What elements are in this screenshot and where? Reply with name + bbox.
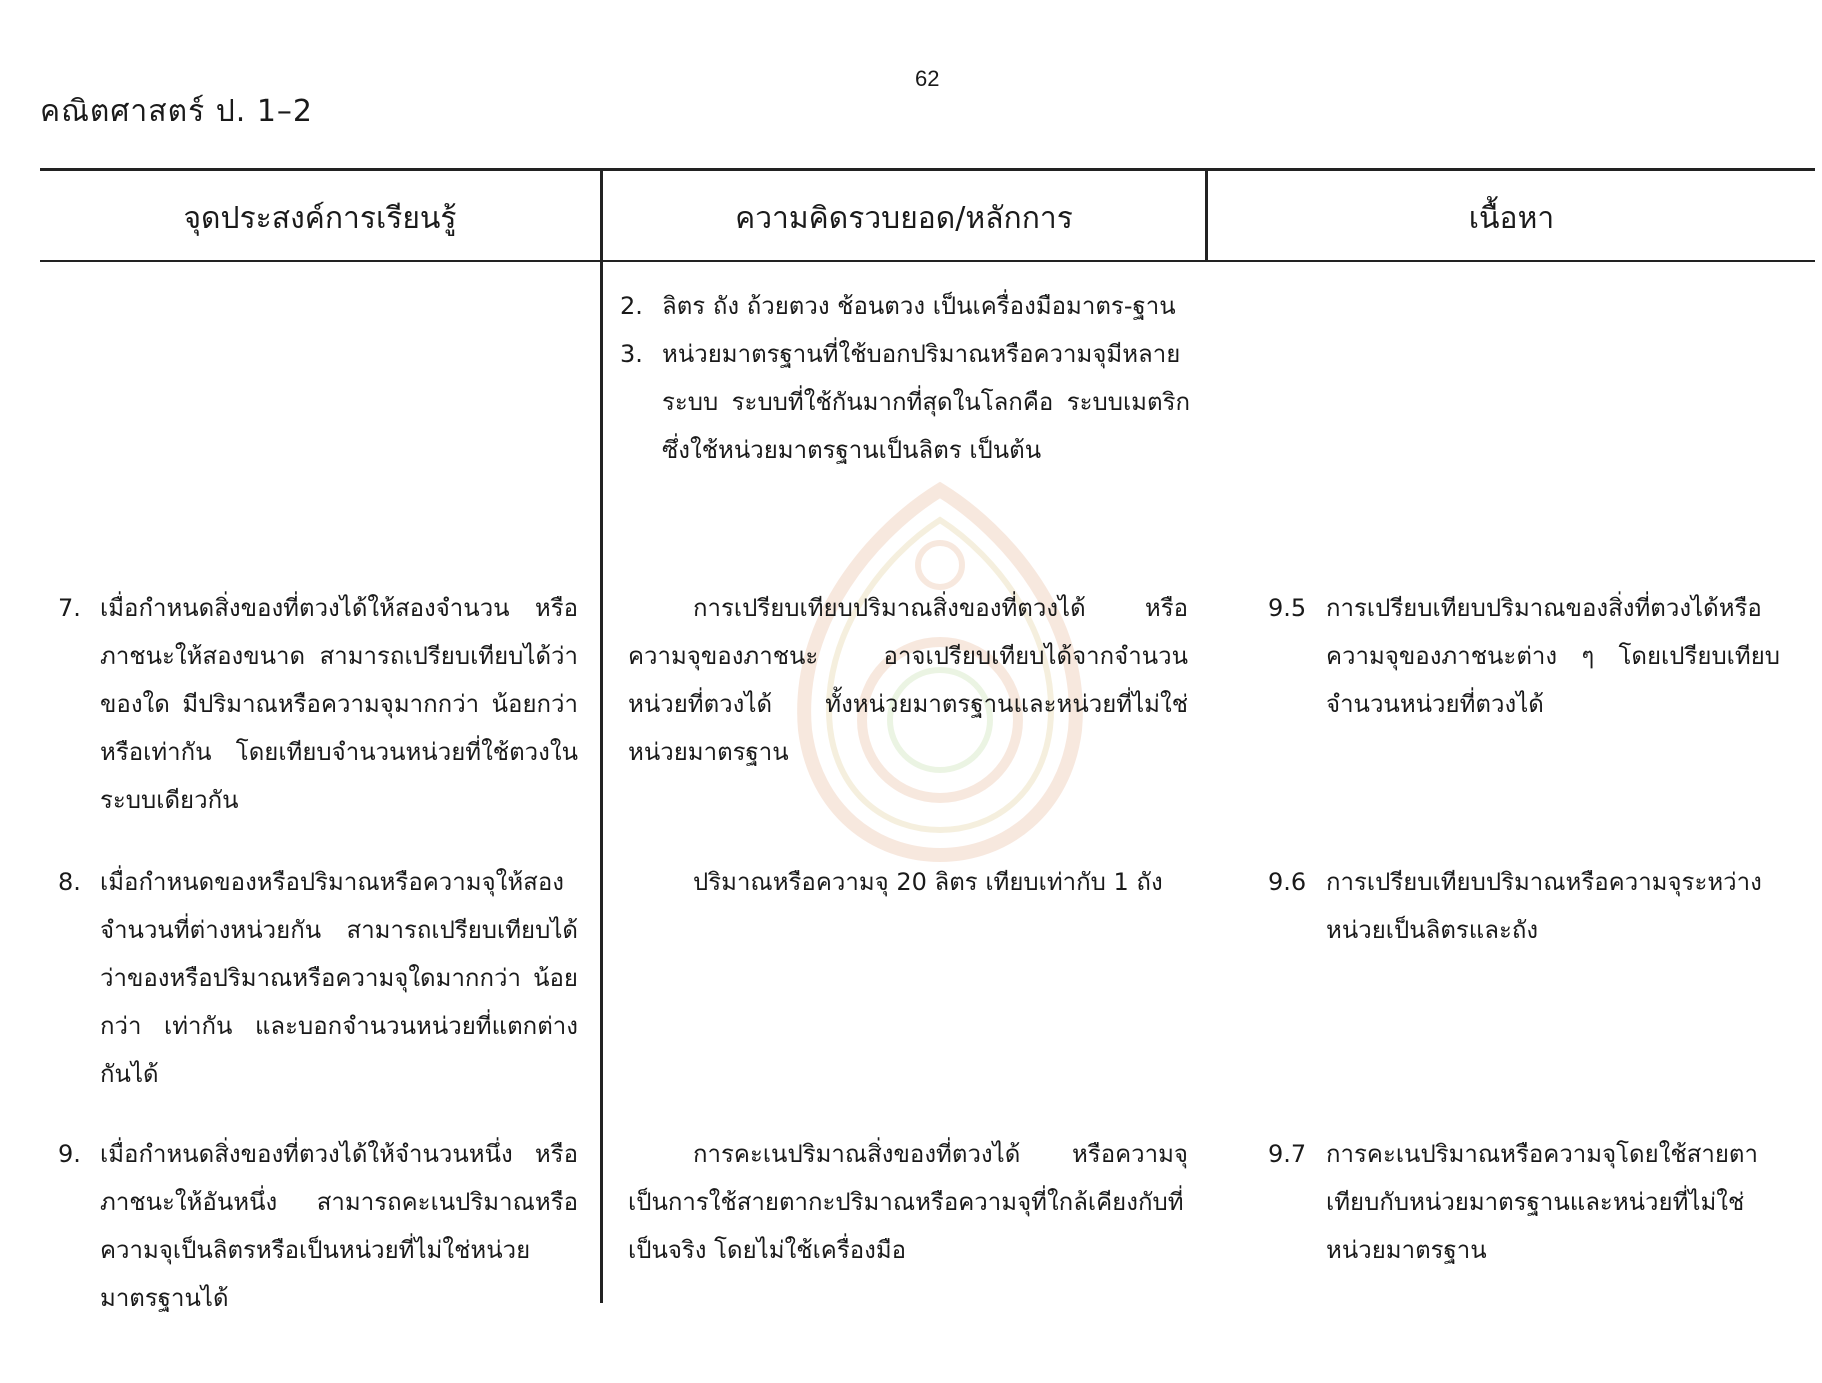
content-number: 9.6: [1268, 868, 1307, 896]
table-header-rule: [40, 260, 1815, 262]
concept-item: [620, 282, 1190, 330]
objective-number: 9.: [58, 1140, 81, 1168]
concept-item-number: 3.: [620, 340, 643, 368]
column-header-concepts: ความคิดรวบยอด/หลักการ: [735, 201, 1073, 236]
concept-7: การเปรียบเทียบปริมาณสิ่งของที่ตวงได้ หรือความจุของภาชนะ อาจเปรียบเทียบได้จากจำนวนหน่วยที่ตวงได้ ทั้งหน่วยมาตรฐานและหน่วยที่ไม่ใช่หน่วยมาตรฐาน: [628, 594, 1188, 766]
concepts-top-block: [620, 282, 1190, 474]
concept-item-number: 2.: [620, 292, 643, 320]
content-9-6: [1268, 858, 1780, 954]
concept-8: ปริมาณหรือความจุ 20 ลิตร เทียบเท่ากับ 1 ถัง: [693, 868, 1163, 896]
table-top-rule: [40, 168, 1815, 171]
concept-9: การคะเนปริมาณสิ่งของที่ตวงได้ หรือความจุเป็นการใช้สายตากะปริมาณหรือความจุที่ใกล้เคียงกับที่เป็นจริง โดยไม่ใช้เครื่องมือ: [628, 1140, 1188, 1264]
column-header-content: เนื้อหา: [1468, 201, 1555, 236]
objective-text: เมื่อกำหนดสิ่งของที่ตวงได้ให้จำนวนหนึ่ง หรือภาชนะให้อันหนึ่ง สามารถคะเนปริมาณหรือความจุเป็นลิตรหรือเป็นหน่วยที่ไม่ใช่หน่วยมาตรฐานได้: [100, 1140, 578, 1312]
page-number: 62: [915, 66, 940, 91]
concept-item: [620, 330, 1190, 474]
objective-text: เมื่อกำหนดสิ่งของที่ตวงได้ให้สองจำนวน หรือภาชนะให้สองขนาด สามารถเปรียบเทียบได้ว่าของใด มีปริมาณหรือความจุมากกว่า น้อยกว่า หรือเท่ากัน โดยเทียบจำนวนหน่วยที่ใช้ตวงในระบบเดียวกัน: [100, 594, 578, 814]
objective-8: [58, 858, 578, 1098]
content-text: การคะเนปริมาณหรือความจุโดยใช้สายตาเทียบกับหน่วยมาตรฐานและหน่วยที่ไม่ใช่หน่วยมาตรฐาน: [1326, 1140, 1758, 1264]
column-divider-1: [600, 168, 603, 1303]
objective-number: 7.: [58, 594, 81, 622]
content-9-7: [1268, 1130, 1780, 1274]
objective-number: 8.: [58, 868, 81, 896]
objective-text: เมื่อกำหนดของหรือปริมาณหรือความจุให้สองจำนวนที่ต่างหน่วยกัน สามารถเปรียบเทียบได้ว่าของหรือปริมาณหรือความจุใดมากกว่า น้อยกว่า เท่ากัน และบอกจำนวนหน่วยที่แตกต่างกันได้: [100, 868, 578, 1088]
concept-item-text: หน่วยมาตรฐานที่ใช้บอกปริมาณหรือความจุมีหลายระบบ ระบบที่ใช้กันมากที่สุดในโลกคือ ระบบเมตริก ซึ่งใช้หน่วยมาตรฐานเป็นลิตร เป็นต้น: [662, 340, 1190, 464]
content-9-5: [1268, 584, 1780, 728]
concept-item-text: ลิตร ถัง ถ้วยตวง ช้อนตวง เป็นเครื่องมือมาตร-ฐาน: [662, 292, 1176, 320]
content-text: การเปรียบเทียบปริมาณของสิ่งที่ตวงได้หรือความจุของภาชนะต่าง ๆ โดยเปรียบเทียบจำนวนหน่วยที่ตวงได้: [1326, 594, 1780, 718]
content-number: 9.5: [1268, 594, 1307, 622]
content-number: 9.7: [1268, 1140, 1307, 1168]
objective-7: [58, 584, 578, 824]
document-title: คณิตศาสตร์ ป. 1–2: [40, 94, 314, 129]
objective-9: [58, 1130, 578, 1322]
content-text: การเปรียบเทียบปริมาณหรือความจุระหว่างหน่วยเป็นลิตรและถัง: [1326, 868, 1762, 944]
column-header-objectives: จุดประสงค์การเรียนรู้: [183, 201, 457, 236]
